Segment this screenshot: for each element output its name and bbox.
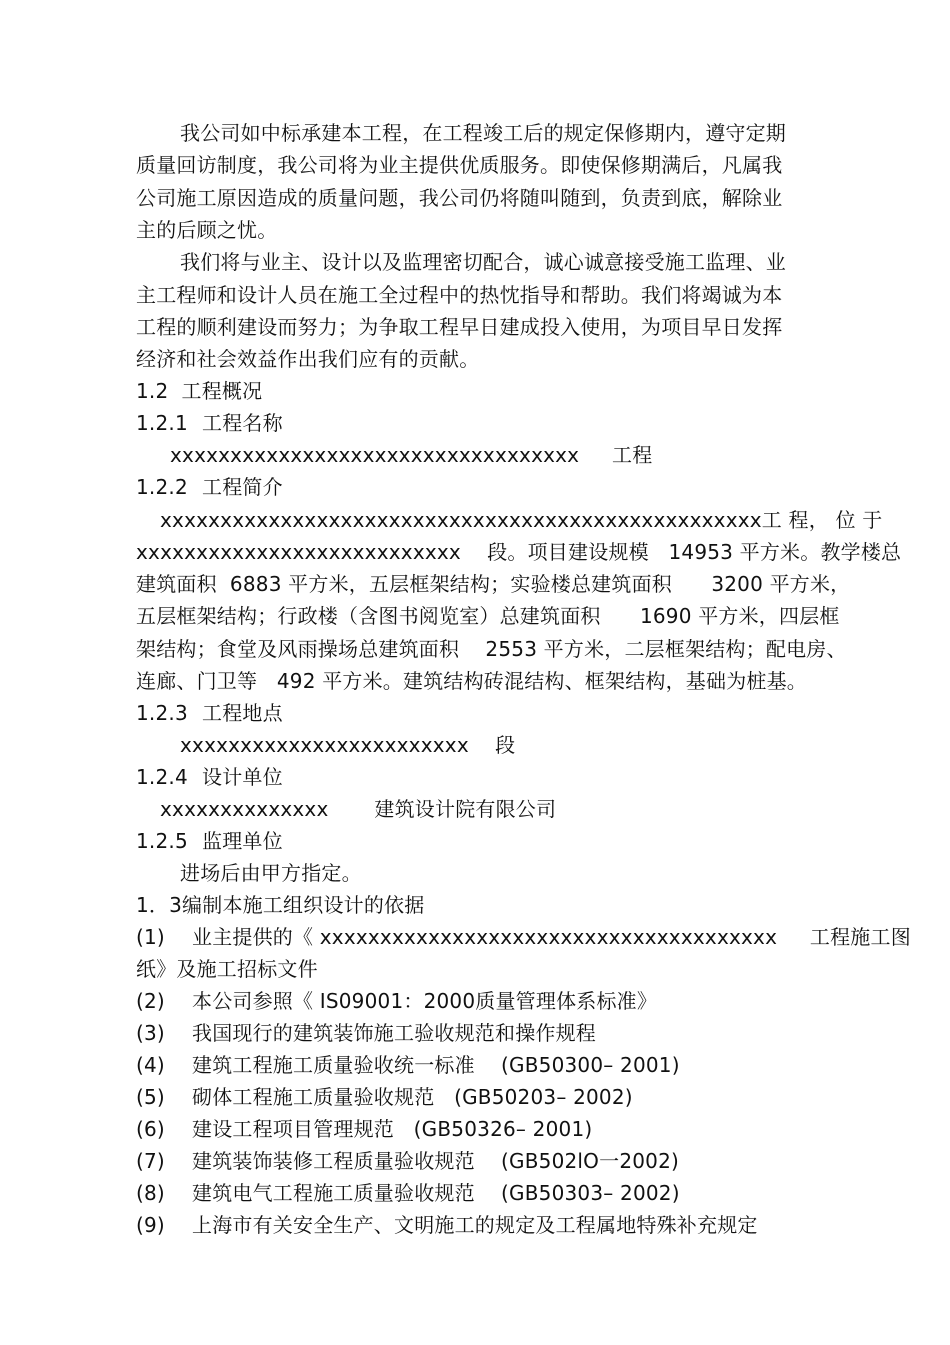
item-text: 我国现行的建筑装饰施工验收规范和操作规程: [192, 1021, 596, 1045]
subsection-1-2-2-heading: [136, 474, 283, 500]
subsection-title: 监理单位: [202, 829, 283, 853]
item-number: (2): [136, 989, 165, 1013]
project-intro-line-1: [160, 507, 883, 533]
paragraph-2-line-2: 主工程师和设计人员在施工全过程中的热忱指导和帮助。我们将竭诚为本: [136, 283, 783, 307]
item-number: (8): [136, 1181, 165, 1205]
item-text: 建筑工程施工质量验收统一标准 (GB50300– 2001): [192, 1053, 680, 1077]
subsection-1-2-3-heading: [136, 700, 283, 726]
project-intro-location-label: 工 程， 位 于: [761, 508, 883, 532]
subsection-number: 1.2.5: [136, 829, 188, 853]
item-number: (4): [136, 1053, 165, 1077]
project-intro-line-4: 五层框架结构；行政楼（含图书阅览室）总建筑面积 1690 平方米，四层框: [136, 604, 840, 628]
subsection-number: 1.2.1: [136, 411, 188, 435]
basis-item-3: [136, 1020, 596, 1046]
item-number: (9): [136, 1213, 165, 1237]
paragraph-2-line-4: 经济和社会效益作出我们应有的贡献。: [136, 347, 480, 371]
item-text: 砌体工程施工质量验收规范 (GB50203– 2002): [192, 1085, 633, 1109]
basis-item-9: [136, 1212, 758, 1238]
item-number: (7): [136, 1149, 165, 1173]
supervision-unit-value: 进场后由甲方指定。: [180, 861, 362, 885]
item-number: (5): [136, 1085, 165, 1109]
project-location-value: xxxxxxxxxxxxxxxxxxxxxxxx 段: [180, 733, 516, 757]
item-text: 建筑装饰装修工程质量验收规范 (GB502lO一2002): [192, 1149, 680, 1173]
item-text: 本公司参照《 IS09001：2000质量管理体系标准》: [192, 989, 658, 1013]
item-text: 上海市有关安全生产、文明施工的规定及工程属地特殊补充规定: [192, 1213, 758, 1237]
subsection-title: 工程地点: [202, 701, 283, 725]
basis-item-1-continuation: 纸》及施工招标文件: [136, 957, 318, 981]
subsection-title: 工程名称: [202, 411, 283, 435]
paragraph-2-line-3: 工程的顺利建设而努力；为争取工程早日建成投入使用，为项目早日发挥: [136, 315, 783, 339]
item-text: 业主提供的《 xxxxxxxxxxxxxxxxxxxxxxxxxxxxxxxxxxxxxx 工程施工图: [192, 925, 911, 949]
paragraph-1-line-1: 我公司如中标承建本工程，在工程竣工后的规定保修期内，遵守定期: [180, 121, 786, 145]
subsection-1-2-1-heading: [136, 410, 283, 436]
project-name-value: xxxxxxxxxxxxxxxxxxxxxxxxxxxxxxxxxx 工程: [170, 443, 653, 467]
project-intro-line-5: 架结构；食堂及风雨操场总建筑面积 2553 平方米，二层框架结构；配电房、: [136, 637, 847, 661]
subsection-1-2-5-heading: [136, 828, 283, 854]
subsection-title: 工程简介: [202, 475, 283, 499]
paragraph-1-line-4: 主的后顾之忧。: [136, 218, 278, 242]
project-intro-line-2: xxxxxxxxxxxxxxxxxxxxxxxxxxx 段。项目建设规模 14953 平方米。教学楼总: [136, 540, 902, 564]
project-intro-line-3: 建筑面积 6883 平方米，五层框架结构；实验楼总建筑面积 3200 平方米，: [136, 572, 851, 596]
subsection-number: 1.2.4: [136, 765, 188, 789]
basis-item-2: [136, 988, 657, 1014]
section-1-2-heading: 1.2 工程概况: [136, 379, 263, 403]
item-text: 建设工程项目管理规范 (GB50326– 2001): [192, 1117, 593, 1141]
section-1-3-heading: 1．3编制本施工组织设计的依据: [136, 893, 425, 917]
paragraph-2-line-1: 我们将与业主、设计以及监理密切配合，诚心诚意接受施工监理、业: [180, 250, 786, 274]
basis-item-4: [136, 1052, 680, 1078]
paragraph-1-line-3: 公司施工原因造成的质量问题，我公司仍将随叫随到，负责到底，解除业: [136, 186, 783, 210]
subsection-number: 1.2.3: [136, 701, 188, 725]
basis-item-1: [136, 924, 911, 950]
item-number: (1): [136, 925, 165, 949]
subsection-1-2-4-heading: [136, 764, 283, 790]
basis-item-6: [136, 1116, 592, 1142]
item-text: 建筑电气工程施工质量验收规范 (GB50303– 2002): [192, 1181, 680, 1205]
project-intro-placeholder: xxxxxxxxxxxxxxxxxxxxxxxxxxxxxxxxxxxxxxxxxxxxxxxxxx: [160, 508, 762, 532]
subsection-number: 1.2.2: [136, 475, 188, 499]
item-number: (3): [136, 1021, 165, 1045]
subsection-title: 设计单位: [202, 765, 283, 789]
basis-item-7: [136, 1148, 679, 1174]
project-intro-line-6: 连廊、门卫等 492 平方米。建筑结构砖混结构、框架结构，基础为桩基。: [136, 669, 808, 693]
basis-item-8: [136, 1180, 680, 1206]
design-unit-value: xxxxxxxxxxxxxx 建筑设计院有限公司: [160, 797, 557, 821]
paragraph-1-line-2: 质量回访制度，我公司将为业主提供优质服务。即使保修期满后，凡属我: [136, 153, 783, 177]
item-number: (6): [136, 1117, 165, 1141]
basis-item-5: [136, 1084, 633, 1110]
